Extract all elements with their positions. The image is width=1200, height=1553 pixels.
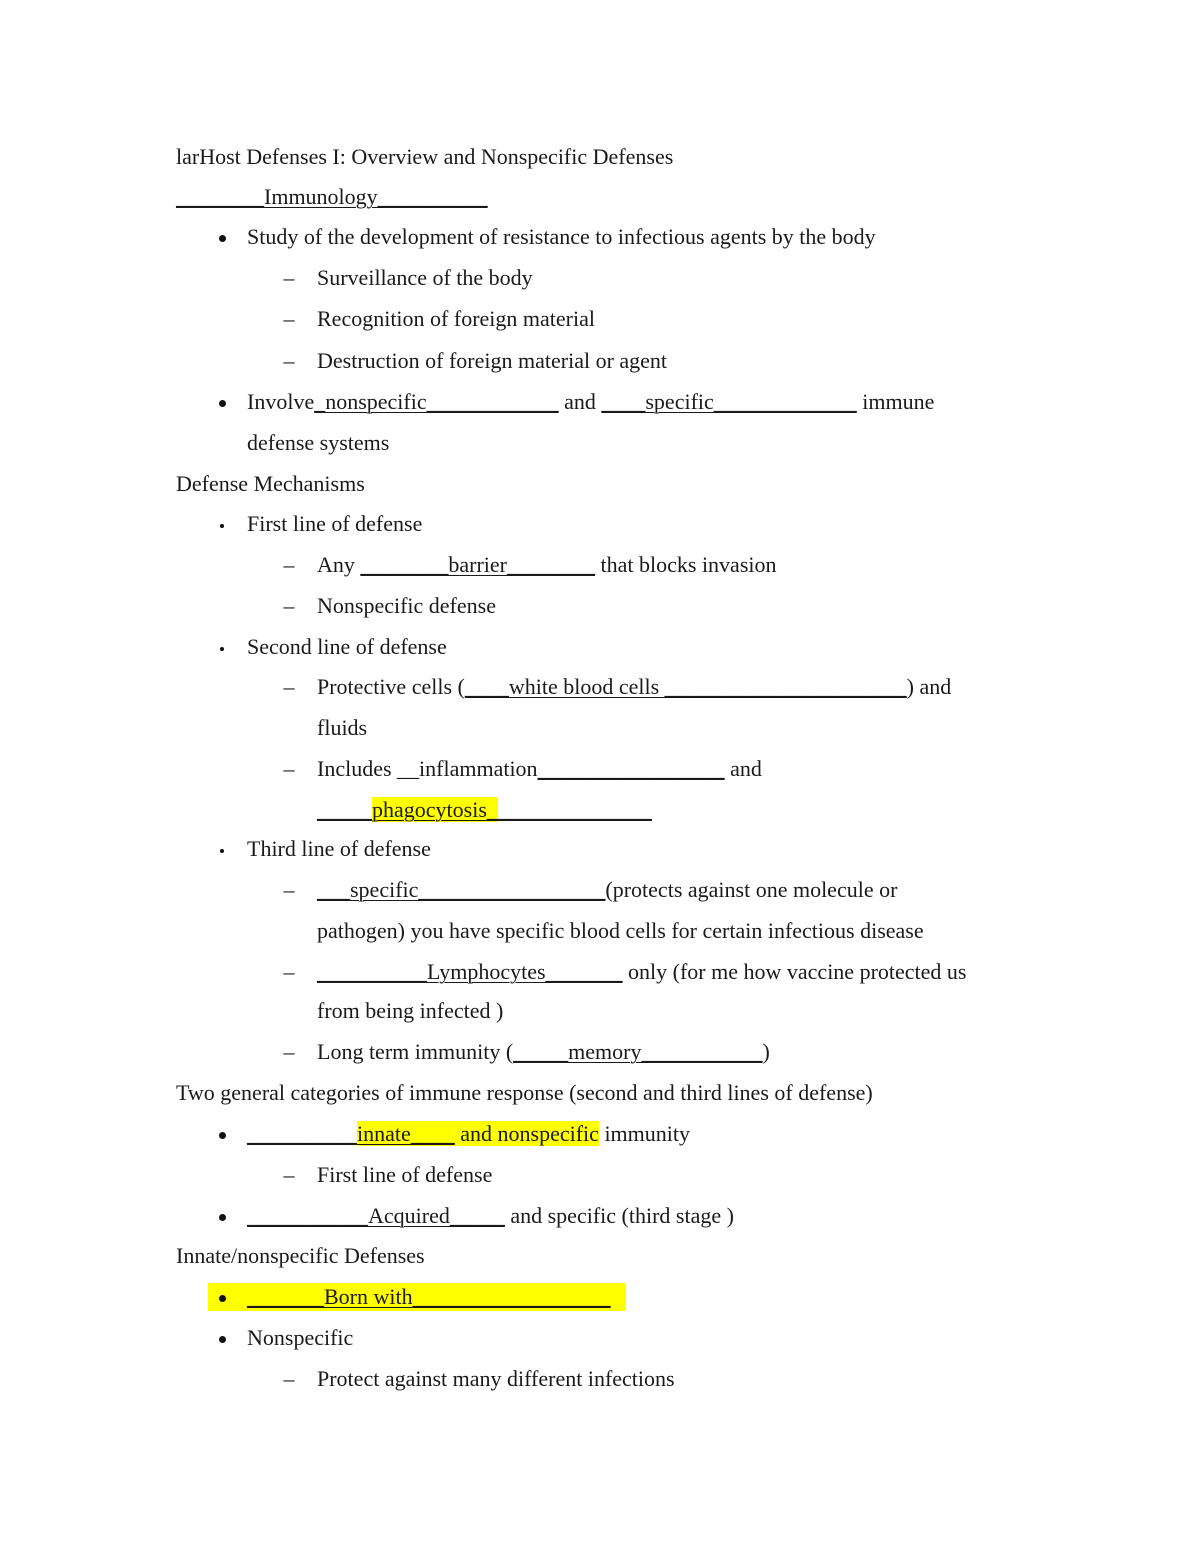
dash-icon: –	[283, 1366, 295, 1391]
lymphocytes-item-cont: from being infected )	[317, 998, 504, 1023]
includes-text: Includes __inflammation	[317, 756, 538, 781]
long-term-text: Long term immunity (	[317, 1039, 514, 1064]
paren-close: )	[762, 1039, 770, 1064]
acquired-blank: ___________Acquired_____	[247, 1203, 505, 1228]
immunology-sub-surveillance: Surveillance of the body	[317, 265, 533, 290]
protect-many-item: Protect against many different infections	[317, 1366, 675, 1391]
specific-blank: ___specific_________________	[317, 877, 606, 902]
innate-defenses-heading: Innate/nonspecific Defenses	[176, 1243, 425, 1268]
white-blood-cells-blank: ____white blood cells ______________________	[464, 674, 907, 699]
immunology-heading	[176, 182, 488, 212]
dash-icon: –	[283, 348, 295, 373]
bullet-icon	[212, 1282, 232, 1312]
document-title: larHost Defenses I: Overview and Nonspecific Defenses	[176, 144, 674, 169]
bullet-icon	[212, 222, 232, 252]
nonspecific-blank: _nonspecific____________	[314, 389, 559, 414]
immunology-sub-recognition: Recognition of foreign material	[317, 306, 595, 331]
phagocytosis-line	[317, 795, 652, 825]
acquired-item	[247, 1201, 734, 1231]
protective-cells-cont: fluids	[317, 715, 368, 740]
nonspecific-item: Nonspecific	[247, 1325, 354, 1350]
innate-item	[247, 1119, 690, 1149]
born-with-blank: _______Born with__________________	[247, 1284, 611, 1309]
nonspecific-defense-item: Nonspecific defense	[317, 593, 496, 618]
any-text: Any	[317, 552, 361, 577]
specific-item	[317, 875, 897, 905]
dash-icon: –	[283, 1039, 295, 1064]
innate-blank-pre: __________	[247, 1121, 357, 1146]
categories-heading: Two general categories of immune response (second and third lines of defense)	[176, 1080, 873, 1105]
lymphocytes-blank: __________Lymphocytes_______	[317, 959, 623, 984]
barrier-blank: ________barrier________	[360, 552, 596, 577]
bullet-icon	[212, 1119, 232, 1149]
innate-highlight: innate____	[357, 1121, 455, 1146]
protects-text: (protects against one molecule or	[605, 877, 898, 902]
nonspecific-highlight: and nonspecific	[454, 1121, 599, 1146]
dash-icon: –	[283, 593, 295, 618]
and-text: and	[558, 389, 602, 414]
innate-first-line: First line of defense	[317, 1162, 493, 1187]
acquired-note: and specific (third stage )	[504, 1203, 734, 1228]
barrier-item	[317, 550, 777, 580]
bullet-icon	[212, 387, 232, 417]
phagocytosis-blank-post: ______________	[497, 797, 652, 822]
immunology-bullet-involve-cont: defense systems	[247, 430, 390, 455]
inflammation-blank: _________________	[537, 756, 725, 781]
dash-icon: –	[283, 552, 295, 577]
and-text: and	[724, 756, 762, 781]
bullet-icon	[212, 1201, 232, 1231]
dash-icon: –	[283, 959, 295, 984]
born-with-item	[247, 1282, 611, 1312]
involve-text: Involve	[247, 389, 315, 414]
blocks-text: that blocks invasion	[595, 552, 777, 577]
dash-icon: –	[283, 265, 295, 290]
dash-icon: –	[283, 674, 295, 699]
defense-mechanisms-heading: Defense Mechanisms	[176, 471, 365, 496]
bullet-icon	[212, 509, 232, 539]
immunology-sub-destruction: Destruction of foreign material or agent	[317, 348, 668, 373]
phagocytosis-highlight: phagocytosis_	[372, 797, 498, 822]
phagocytosis-blank-pre: _____	[317, 797, 372, 822]
third-line-item: Third line of defense	[247, 836, 431, 861]
includes-item	[317, 754, 762, 784]
lymphocytes-item	[317, 957, 966, 987]
specific-item-cont: pathogen) you have specific blood cells for certain infectious disease	[317, 918, 924, 943]
and-text: ) and	[906, 674, 952, 699]
immunity-text: immunity	[598, 1121, 690, 1146]
dash-icon: –	[283, 306, 295, 331]
immunology-bullet-study: Study of the development of resistance to infectious agents by the body	[247, 224, 876, 249]
bullet-icon	[212, 834, 232, 864]
lymphocytes-note: only (for me how vaccine protected us	[622, 959, 967, 984]
second-line-item: Second line of defense	[247, 634, 447, 659]
immunology-bullet-involve	[247, 387, 934, 417]
memory-blank: _____memory___________	[513, 1039, 763, 1064]
bullet-icon	[212, 1323, 232, 1353]
specific-blank: ____specific_____________	[601, 389, 857, 414]
bullet-icon	[212, 632, 232, 662]
protective-text: Protective cells (	[317, 674, 465, 699]
dash-icon: –	[283, 877, 295, 902]
first-line-item: First line of defense	[247, 511, 423, 536]
dash-icon: –	[283, 1162, 295, 1187]
immunology-heading-text: ________Immunology__________	[176, 184, 488, 209]
dash-icon: –	[283, 756, 295, 781]
immune-text: immune	[856, 389, 935, 414]
long-term-immunity-item	[317, 1037, 770, 1067]
protective-cells-item	[317, 672, 951, 702]
